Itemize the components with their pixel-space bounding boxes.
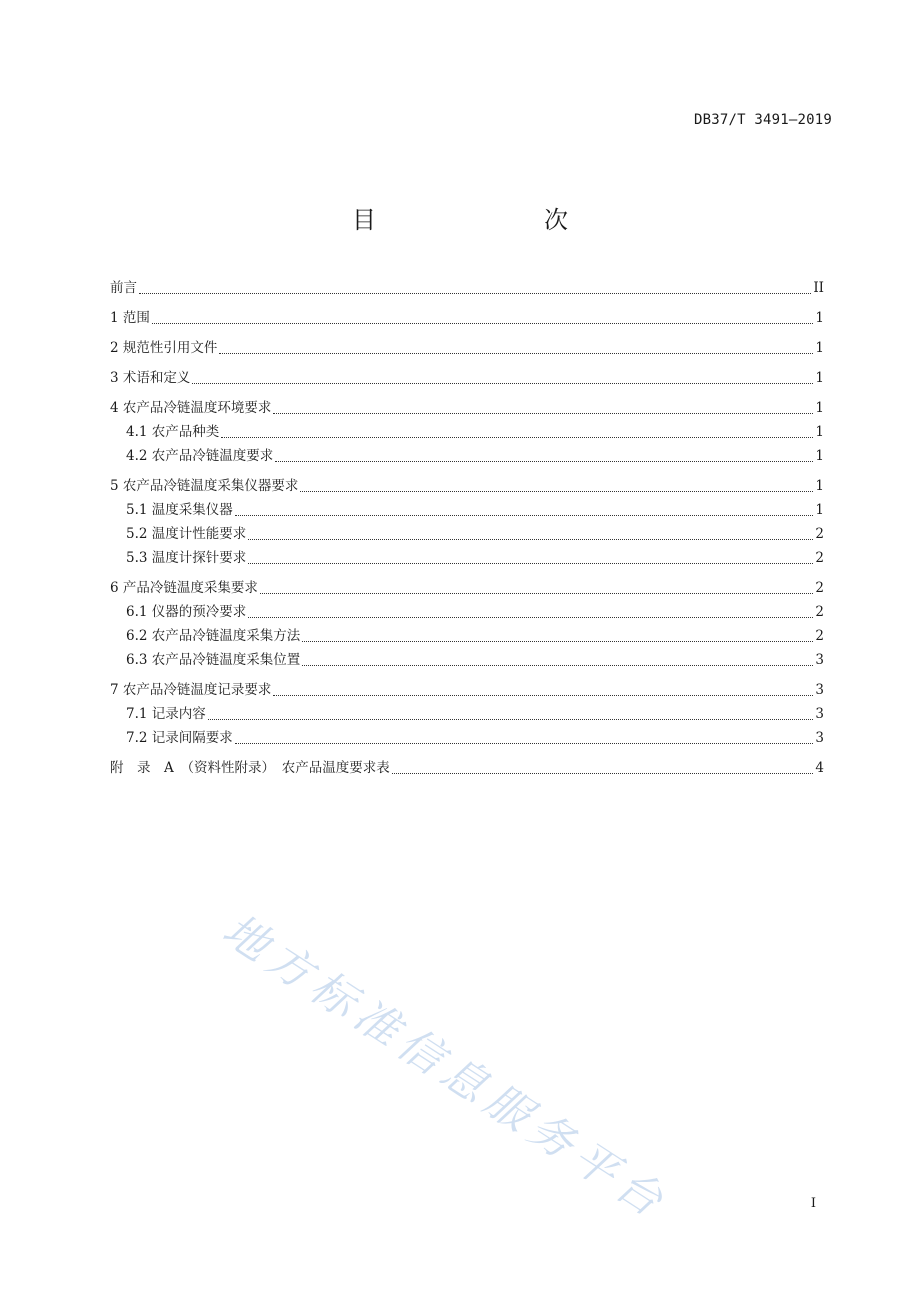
toc-entry[interactable] bbox=[110, 336, 824, 360]
toc-entry[interactable] bbox=[110, 498, 824, 522]
toc-entry[interactable] bbox=[110, 576, 824, 600]
toc-entry[interactable] bbox=[110, 648, 824, 672]
toc-dot-leader bbox=[260, 592, 814, 594]
toc-entry-label: 5 农产品冷链温度采集仪器要求 bbox=[110, 478, 299, 494]
toc-entry-page: 1 bbox=[815, 478, 824, 494]
toc-entry-label: 5.1 温度采集仪器 bbox=[126, 502, 233, 518]
toc-dot-leader bbox=[248, 538, 813, 540]
toc-entry-label: 5.2 温度计性能要求 bbox=[126, 526, 247, 542]
toc-dot-leader bbox=[208, 718, 814, 720]
toc-entry-page: 1 bbox=[815, 340, 824, 356]
toc-entry[interactable] bbox=[110, 726, 824, 750]
watermark: 地方标准信息服务平台 bbox=[213, 904, 678, 1231]
page-number: I bbox=[810, 1196, 816, 1211]
table-of-contents bbox=[110, 276, 824, 780]
toc-entry[interactable] bbox=[110, 546, 824, 570]
toc-dot-leader bbox=[219, 352, 813, 354]
toc-entry-label: 6 产品冷链温度采集要求 bbox=[110, 580, 258, 596]
toc-dot-leader bbox=[248, 616, 813, 618]
toc-entry-label: 1 范围 bbox=[110, 310, 150, 326]
toc-entry-page: 3 bbox=[815, 706, 824, 722]
document-number: DB37/T 3491—2019 bbox=[693, 112, 832, 128]
toc-entry[interactable] bbox=[110, 522, 824, 546]
toc-entry-page: 2 bbox=[815, 628, 824, 644]
toc-entry-page: 3 bbox=[815, 682, 824, 698]
toc-entry-label: 附 录 A （资料性附录） 农产品温度要求表 bbox=[110, 760, 390, 776]
toc-entry-label: 3 术语和定义 bbox=[110, 370, 191, 386]
toc-entry-page: 3 bbox=[815, 730, 824, 746]
toc-entry[interactable] bbox=[110, 420, 824, 444]
toc-entry[interactable] bbox=[110, 276, 824, 300]
toc-dot-leader bbox=[392, 772, 814, 774]
toc-entry-page: 1 bbox=[815, 400, 824, 416]
toc-entry-page: 2 bbox=[815, 580, 824, 596]
toc-entry[interactable] bbox=[110, 396, 824, 420]
toc-entry-label: 7.1 记录内容 bbox=[126, 706, 206, 722]
toc-dot-leader bbox=[302, 640, 813, 642]
toc-dot-leader bbox=[235, 514, 814, 516]
toc-entry-label: 7.2 记录间隔要求 bbox=[126, 730, 233, 746]
toc-entry-page: II bbox=[813, 280, 824, 296]
toc-entry-page: 1 bbox=[815, 310, 824, 326]
toc-entry-page: 4 bbox=[815, 760, 824, 776]
toc-dot-leader bbox=[248, 562, 813, 564]
toc-dot-leader bbox=[275, 460, 813, 462]
toc-entry-page: 2 bbox=[815, 550, 824, 566]
toc-dot-leader bbox=[273, 694, 813, 696]
toc-entry-label: 6.1 仪器的预冷要求 bbox=[126, 604, 247, 620]
toc-dot-leader bbox=[192, 382, 813, 384]
toc-entry-page: 1 bbox=[815, 502, 824, 518]
toc-dot-leader bbox=[221, 436, 813, 438]
toc-entry-page: 3 bbox=[815, 652, 824, 668]
toc-entry[interactable] bbox=[110, 624, 824, 648]
toc-dot-leader bbox=[300, 490, 813, 492]
toc-entry-label: 4 农产品冷链温度环境要求 bbox=[110, 400, 272, 416]
toc-entry-page: 1 bbox=[815, 424, 824, 440]
toc-entry-label: 前言 bbox=[110, 280, 137, 296]
toc-entry-label: 6.3 农产品冷链温度采集位置 bbox=[126, 652, 301, 668]
toc-dot-leader bbox=[273, 412, 813, 414]
toc-entry-page: 1 bbox=[815, 370, 824, 386]
toc-entry[interactable] bbox=[110, 756, 824, 780]
toc-entry-label: 2 规范性引用文件 bbox=[110, 340, 218, 356]
toc-entry[interactable] bbox=[110, 678, 824, 702]
toc-entry-page: 2 bbox=[815, 604, 824, 620]
toc-entry-label: 4.1 农产品种类 bbox=[126, 424, 220, 440]
toc-dot-leader bbox=[139, 292, 811, 294]
toc-entry-page: 1 bbox=[815, 448, 824, 464]
toc-entry-label: 6.2 农产品冷链温度采集方法 bbox=[126, 628, 301, 644]
toc-entry-label: 5.3 温度计探针要求 bbox=[126, 550, 247, 566]
toc-dot-leader bbox=[152, 322, 814, 324]
page-title: 目 次 bbox=[352, 206, 608, 234]
toc-entry[interactable] bbox=[110, 444, 824, 468]
toc-entry-label: 4.2 农产品冷链温度要求 bbox=[126, 448, 274, 464]
toc-entry[interactable] bbox=[110, 600, 824, 624]
toc-entry[interactable] bbox=[110, 474, 824, 498]
toc-dot-leader bbox=[235, 742, 814, 744]
toc-entry-label: 7 农产品冷链温度记录要求 bbox=[110, 682, 272, 698]
toc-entry[interactable] bbox=[110, 702, 824, 726]
toc-entry-page: 2 bbox=[815, 526, 824, 542]
toc-dot-leader bbox=[302, 664, 813, 666]
toc-entry[interactable] bbox=[110, 366, 824, 390]
toc-entry[interactable] bbox=[110, 306, 824, 330]
